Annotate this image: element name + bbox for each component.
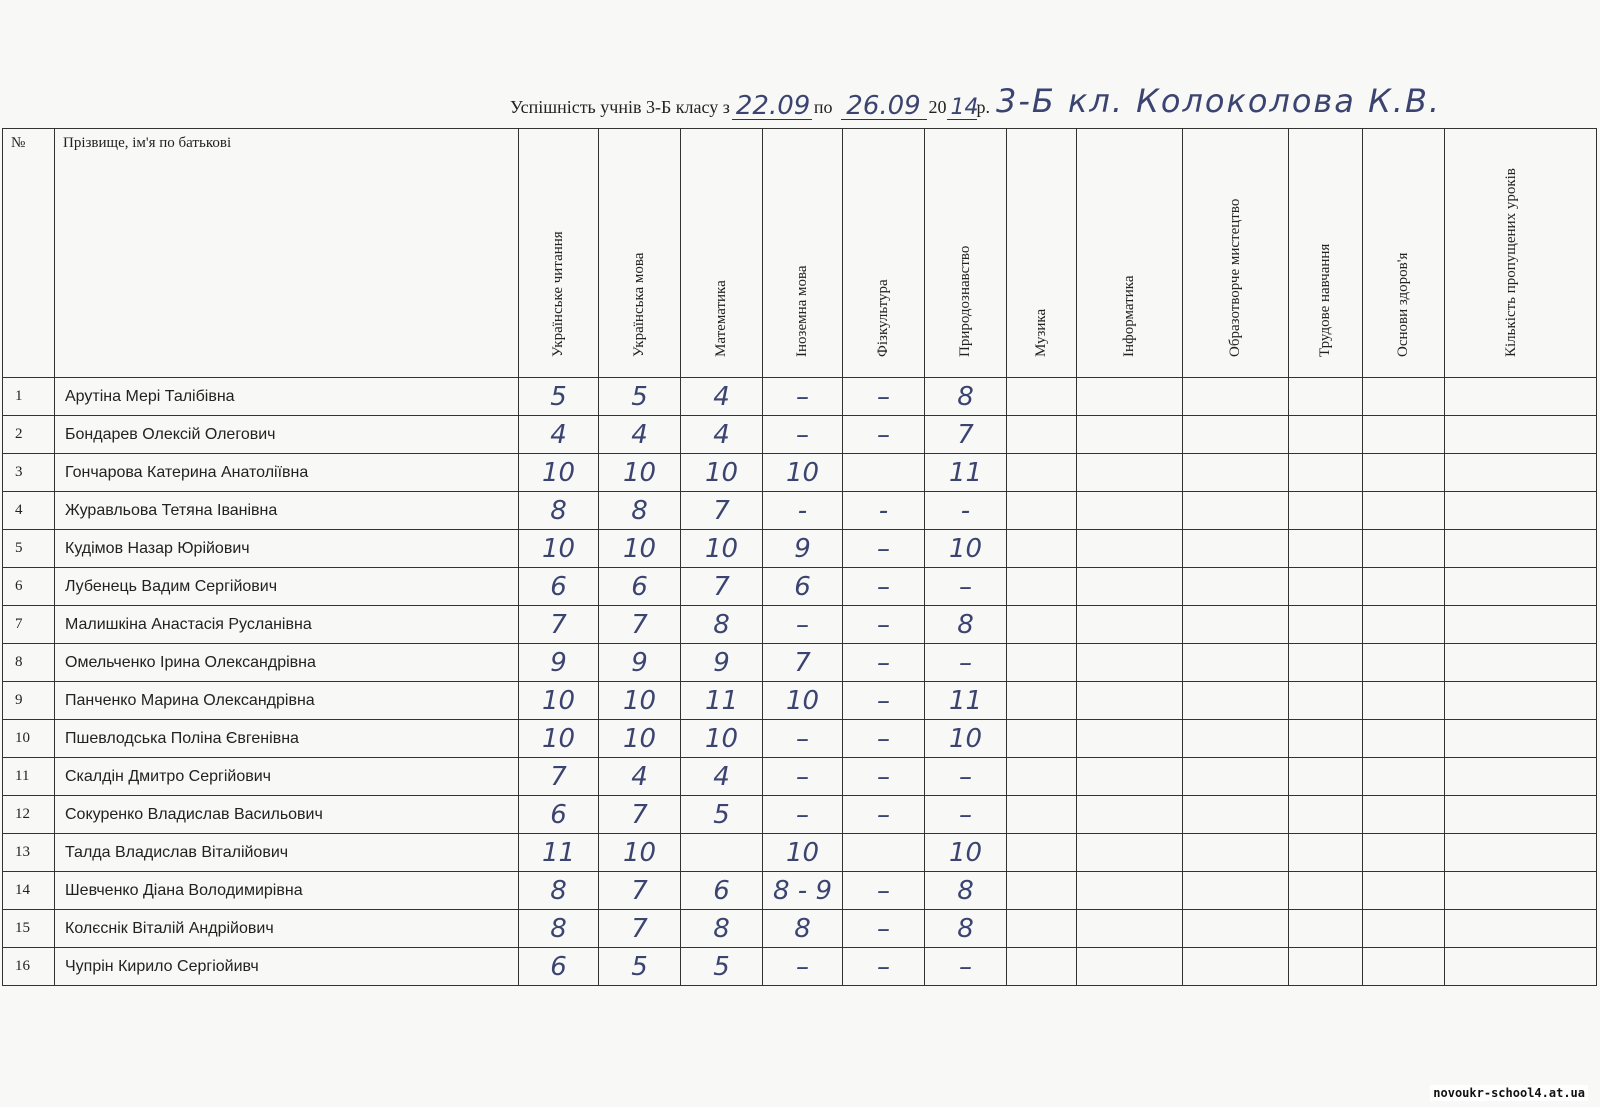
grade-cell: [1289, 416, 1363, 454]
grade-cell: [1363, 530, 1445, 568]
grade-cell: [1363, 910, 1445, 948]
grade-cell: [1363, 644, 1445, 682]
year-suffix: 14: [947, 97, 977, 120]
grade-cell: [1007, 758, 1077, 796]
table-row: [3, 492, 1597, 530]
grade-cell: 5: [681, 796, 763, 834]
grade-cell: –: [925, 948, 1007, 986]
grade-cell: [1363, 416, 1445, 454]
grade-cell: [1363, 796, 1445, 834]
grade-cell: [1445, 910, 1597, 948]
grade-cell: 10: [763, 834, 843, 872]
grade-cell: –: [925, 568, 1007, 606]
grade-cell: 5: [599, 948, 681, 986]
table-row: [3, 454, 1597, 492]
grade-cell: [1183, 682, 1289, 720]
year-suffix-label: р.: [976, 97, 990, 117]
grade-cell: [1007, 644, 1077, 682]
grade-cell: –: [763, 416, 843, 454]
grade-cell: [1007, 568, 1077, 606]
subject-header: Фізкультура: [843, 129, 925, 378]
grade-cell: 10: [925, 720, 1007, 758]
grade-cell: [1289, 834, 1363, 872]
grade-cell: -: [843, 492, 925, 530]
row-number: 12: [3, 796, 55, 834]
table-row: [3, 834, 1597, 872]
site-watermark: novoukr-school4.at.ua: [1430, 1085, 1588, 1101]
grade-cell: [1183, 644, 1289, 682]
grade-cell: [1363, 758, 1445, 796]
grade-cell: -: [763, 492, 843, 530]
grade-cell: [1077, 568, 1183, 606]
grade-cell: 6: [763, 568, 843, 606]
grade-cell: 9: [681, 644, 763, 682]
num-header: №: [3, 129, 55, 378]
date-to: 26.09: [841, 93, 927, 120]
grade-cell: –: [843, 796, 925, 834]
grade-cell: –: [843, 948, 925, 986]
grade-cell: 8: [519, 492, 599, 530]
grade-cell: [1007, 454, 1077, 492]
grade-cell: [1183, 910, 1289, 948]
grade-cell: [1445, 948, 1597, 986]
grade-cell: 4: [681, 758, 763, 796]
grade-cell: [1007, 416, 1077, 454]
teacher-signature: 3-Б кл. Колоколова К.В.: [996, 82, 1442, 120]
grade-cell: 10: [599, 454, 681, 492]
grade-cell: [1289, 454, 1363, 492]
grade-cell: [1289, 644, 1363, 682]
grade-cell: [1077, 492, 1183, 530]
grade-cell: [1363, 378, 1445, 416]
grade-cell: 8: [599, 492, 681, 530]
grade-cell: -: [925, 492, 1007, 530]
grade-cell: [1183, 492, 1289, 530]
grade-cell: [1445, 796, 1597, 834]
grade-cell: 10: [519, 454, 599, 492]
row-number: 6: [3, 568, 55, 606]
grade-cell: [1363, 834, 1445, 872]
grade-cell: 7: [763, 644, 843, 682]
year-prefix: 20: [928, 97, 947, 117]
student-name: Пшевлодська Поліна Євгенівна: [55, 720, 519, 758]
grade-cell: 6: [599, 568, 681, 606]
subject-header: Трудове навчання: [1289, 129, 1363, 378]
grade-cell: 7: [599, 872, 681, 910]
table-row: [3, 796, 1597, 834]
grade-cell: [1445, 834, 1597, 872]
table-row: [3, 720, 1597, 758]
table-row: [3, 758, 1597, 796]
grade-cell: 4: [599, 416, 681, 454]
grade-cell: 7: [599, 910, 681, 948]
grade-cell: [1445, 872, 1597, 910]
document-title: [510, 80, 1590, 120]
name-header: Прізвище, ім'я по батькові: [55, 129, 519, 378]
subject-header: Музика: [1007, 129, 1077, 378]
grade-cell: [1445, 644, 1597, 682]
grade-cell: [1445, 530, 1597, 568]
grade-cell: [1183, 454, 1289, 492]
row-number: 5: [3, 530, 55, 568]
grade-cell: 10: [763, 454, 843, 492]
grade-cell: [1077, 834, 1183, 872]
grade-cell: [1445, 378, 1597, 416]
grade-cell: 4: [681, 378, 763, 416]
row-number: 10: [3, 720, 55, 758]
grade-cell: [1289, 568, 1363, 606]
row-number: 4: [3, 492, 55, 530]
grade-cell: 10: [681, 720, 763, 758]
grade-cell: [1007, 796, 1077, 834]
grade-cell: 5: [681, 948, 763, 986]
grade-cell: [1289, 682, 1363, 720]
date-from: 22.09: [732, 93, 812, 120]
subject-header: Математика: [681, 129, 763, 378]
grade-cell: [1183, 568, 1289, 606]
grade-cell: –: [843, 644, 925, 682]
grade-cell: [1363, 492, 1445, 530]
grade-cell: –: [763, 378, 843, 416]
grade-cell: [1289, 872, 1363, 910]
grade-cell: 10: [599, 720, 681, 758]
grade-cell: 11: [519, 834, 599, 872]
grade-cell: [1183, 796, 1289, 834]
grade-cell: 8: [681, 606, 763, 644]
grade-cell: –: [843, 872, 925, 910]
student-name: Талда Владислав Віталійович: [55, 834, 519, 872]
grade-cell: [1363, 568, 1445, 606]
grade-cell: –: [763, 758, 843, 796]
grade-cell: [1289, 378, 1363, 416]
grade-cell: 8: [925, 910, 1007, 948]
title-mid: по: [813, 97, 833, 117]
grade-cell: 4: [599, 758, 681, 796]
row-number: 3: [3, 454, 55, 492]
grade-cell: 10: [599, 530, 681, 568]
grade-cell: –: [925, 796, 1007, 834]
grade-cell: [1077, 530, 1183, 568]
grade-cell: 4: [519, 416, 599, 454]
student-name: Арутіна Мері Талібівна: [55, 378, 519, 416]
student-name: Журавльова Тетяна Іванівна: [55, 492, 519, 530]
row-number: 8: [3, 644, 55, 682]
student-name: Бондарев Олексій Олегович: [55, 416, 519, 454]
grade-cell: 10: [599, 834, 681, 872]
grade-cell: 8: [519, 910, 599, 948]
grade-cell: [1183, 378, 1289, 416]
grade-cell: [1007, 682, 1077, 720]
row-number: 16: [3, 948, 55, 986]
grade-cell: 5: [599, 378, 681, 416]
grade-cell: –: [843, 682, 925, 720]
grade-cell: 10: [925, 530, 1007, 568]
grade-cell: [1363, 872, 1445, 910]
grade-cell: 11: [681, 682, 763, 720]
student-name: Омельченко Ірина Олександрівна: [55, 644, 519, 682]
row-number: 15: [3, 910, 55, 948]
grade-cell: 10: [681, 454, 763, 492]
title-prefix: Успішність учнів 3-Б класу з: [510, 97, 730, 117]
grade-cell: 7: [519, 606, 599, 644]
grade-cell: [681, 834, 763, 872]
grade-cell: –: [763, 606, 843, 644]
grade-cell: [1289, 796, 1363, 834]
grade-cell: 6: [519, 568, 599, 606]
subject-header: Образотворче мистецтво: [1183, 129, 1289, 378]
grade-cell: 10: [763, 682, 843, 720]
grade-cell: 5: [519, 378, 599, 416]
grade-cell: 10: [519, 530, 599, 568]
table-row: [3, 416, 1597, 454]
grade-cell: [843, 834, 925, 872]
grade-cell: [843, 454, 925, 492]
grade-cell: [1183, 948, 1289, 986]
grade-cell: 8: [925, 872, 1007, 910]
grade-cell: [1445, 454, 1597, 492]
grade-cell: –: [843, 720, 925, 758]
grade-cell: –: [843, 910, 925, 948]
grade-cell: 7: [925, 416, 1007, 454]
student-name: Кудімов Назар Юрійович: [55, 530, 519, 568]
grade-cell: [1289, 910, 1363, 948]
grade-cell: [1289, 606, 1363, 644]
grade-cell: [1289, 948, 1363, 986]
grade-cell: –: [843, 530, 925, 568]
table-row: [3, 568, 1597, 606]
grade-cell: [1289, 758, 1363, 796]
table-row: [3, 378, 1597, 416]
grade-cell: 10: [519, 720, 599, 758]
grade-cell: [1077, 720, 1183, 758]
grade-cell: 10: [519, 682, 599, 720]
grade-cell: 10: [681, 530, 763, 568]
grade-cell: [1289, 720, 1363, 758]
grades-table: [2, 128, 1597, 986]
grade-cell: [1445, 758, 1597, 796]
grade-cell: [1363, 682, 1445, 720]
grade-cell: [1445, 492, 1597, 530]
table-row: [3, 606, 1597, 644]
grade-cell: 8: [763, 910, 843, 948]
table-row: [3, 682, 1597, 720]
grade-cell: 7: [599, 796, 681, 834]
grade-cell: 10: [599, 682, 681, 720]
grade-cell: 8: [925, 606, 1007, 644]
grade-cell: [1007, 720, 1077, 758]
grade-cell: 8: [519, 872, 599, 910]
table-row: [3, 872, 1597, 910]
grade-cell: [1007, 872, 1077, 910]
grade-cell: –: [843, 416, 925, 454]
grade-cell: [1077, 948, 1183, 986]
table-row: [3, 948, 1597, 986]
grade-cell: –: [843, 606, 925, 644]
grade-cell: [1445, 606, 1597, 644]
row-number: 1: [3, 378, 55, 416]
grade-cell: [1445, 568, 1597, 606]
grade-cell: –: [925, 758, 1007, 796]
student-name: Лубенець Вадим Сергійович: [55, 568, 519, 606]
grade-cell: [1077, 758, 1183, 796]
subject-header: Природознавство: [925, 129, 1007, 378]
grade-cell: [1445, 682, 1597, 720]
grade-cell: 9: [519, 644, 599, 682]
grade-cell: 7: [681, 568, 763, 606]
grade-cell: [1077, 416, 1183, 454]
grade-cell: 9: [599, 644, 681, 682]
grade-cell: [1183, 720, 1289, 758]
grade-cell: [1183, 530, 1289, 568]
grade-cell: [1007, 834, 1077, 872]
grade-cell: 6: [519, 796, 599, 834]
grade-cell: 11: [925, 682, 1007, 720]
grade-cell: –: [763, 796, 843, 834]
grade-cell: 10: [925, 834, 1007, 872]
grade-cell: [1077, 606, 1183, 644]
grade-cell: –: [763, 948, 843, 986]
grade-cell: [1363, 454, 1445, 492]
grade-cell: 4: [681, 416, 763, 454]
grade-cell: [1007, 910, 1077, 948]
subject-header: Українська мова: [599, 129, 681, 378]
student-name: Скалдін Дмитро Сергійович: [55, 758, 519, 796]
grade-cell: 6: [519, 948, 599, 986]
grade-cell: –: [843, 568, 925, 606]
grade-cell: [1183, 872, 1289, 910]
row-number: 11: [3, 758, 55, 796]
grade-cell: 11: [925, 454, 1007, 492]
grade-cell: [1007, 378, 1077, 416]
grade-cell: [1007, 948, 1077, 986]
grade-cell: –: [843, 758, 925, 796]
student-name: Колєснік Віталій Андрійович: [55, 910, 519, 948]
grade-cell: [1183, 834, 1289, 872]
student-name: Сокуренко Владислав Васильович: [55, 796, 519, 834]
row-number: 2: [3, 416, 55, 454]
grade-cell: [1363, 606, 1445, 644]
grade-cell: [1077, 454, 1183, 492]
grade-cell: [1363, 948, 1445, 986]
student-name: Малишкіна Анастасія Русланівна: [55, 606, 519, 644]
grade-cell: [1007, 492, 1077, 530]
grade-cell: [1183, 758, 1289, 796]
subject-header: Інформатика: [1077, 129, 1183, 378]
row-number: 13: [3, 834, 55, 872]
student-name: Панченко Марина Олександрівна: [55, 682, 519, 720]
grade-cell: [1077, 796, 1183, 834]
grade-cell: [1183, 416, 1289, 454]
grade-cell: 7: [519, 758, 599, 796]
grade-cell: 8: [925, 378, 1007, 416]
grade-cell: [1077, 872, 1183, 910]
subject-header: Українське читання: [519, 129, 599, 378]
grade-cell: 7: [681, 492, 763, 530]
grade-cell: [1363, 720, 1445, 758]
grade-cell: 6: [681, 872, 763, 910]
grade-cell: [1007, 606, 1077, 644]
grade-cell: [1445, 416, 1597, 454]
row-number: 7: [3, 606, 55, 644]
table-row: [3, 644, 1597, 682]
grade-cell: 8: [681, 910, 763, 948]
grade-cell: [1077, 644, 1183, 682]
grade-cell: [1007, 530, 1077, 568]
grade-cell: [1077, 378, 1183, 416]
student-name: Гончарова Катерина Анатоліївна: [55, 454, 519, 492]
row-number: 9: [3, 682, 55, 720]
grade-cell: [1183, 606, 1289, 644]
grade-cell: –: [925, 644, 1007, 682]
grade-cell: 9: [763, 530, 843, 568]
header-row: [3, 129, 1597, 378]
student-name: Шевченко Діана Володимирівна: [55, 872, 519, 910]
grade-cell: 7: [599, 606, 681, 644]
subject-header: Основи здоров'я: [1363, 129, 1445, 378]
grade-cell: [1077, 910, 1183, 948]
grade-cell: –: [843, 378, 925, 416]
subject-header: Кількість пропущених уроків: [1445, 129, 1597, 378]
grade-cell: –: [763, 720, 843, 758]
grade-cell: 8 - 9: [763, 872, 843, 910]
student-name: Чупрін Кирило Сергіойивч: [55, 948, 519, 986]
grade-cell: [1445, 720, 1597, 758]
subject-header: Іноземна мова: [763, 129, 843, 378]
table-row: [3, 530, 1597, 568]
row-number: 14: [3, 872, 55, 910]
table-row: [3, 910, 1597, 948]
grade-cell: [1289, 530, 1363, 568]
grade-cell: [1289, 492, 1363, 530]
grade-cell: [1077, 682, 1183, 720]
